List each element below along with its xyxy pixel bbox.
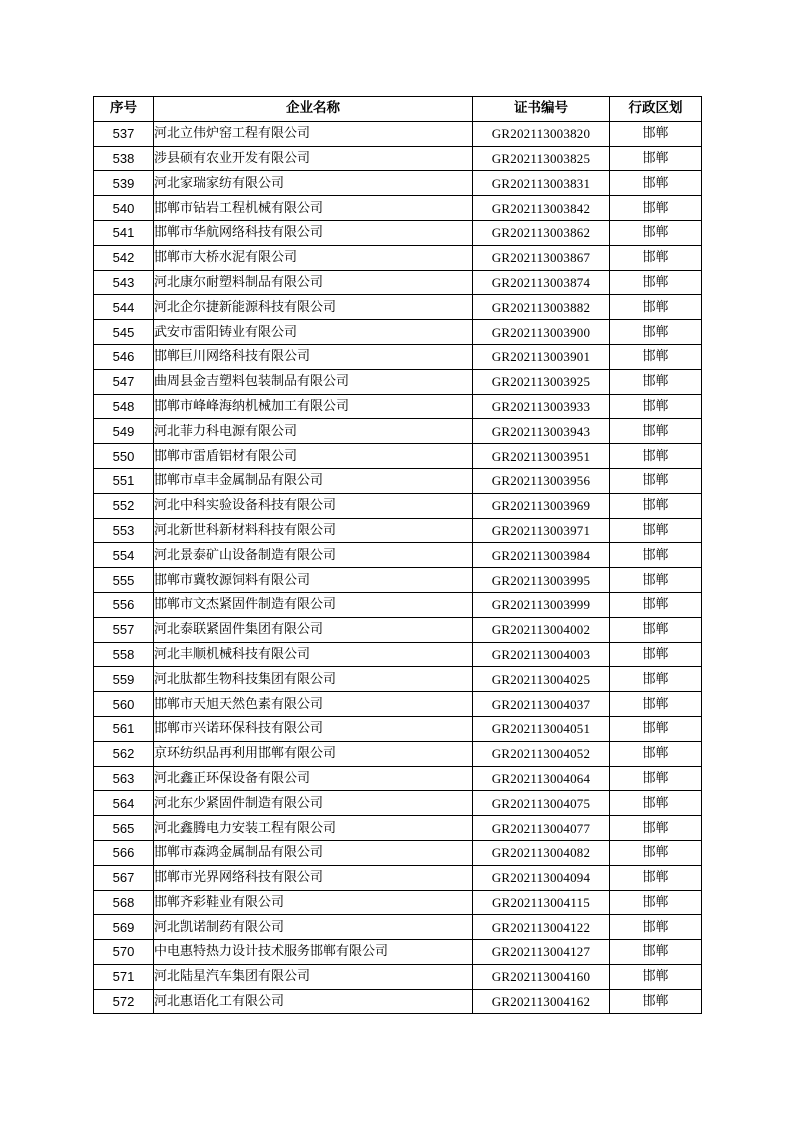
row-certificate-number: GR202113003874 bbox=[473, 270, 610, 295]
row-company-name: 河北中科实验设备科技有限公司 bbox=[154, 493, 473, 518]
table-row bbox=[94, 692, 702, 717]
row-company-name: 邯郸市文杰紧固件制造有限公司 bbox=[154, 592, 473, 617]
row-certificate-number: GR202113003842 bbox=[473, 196, 610, 221]
row-company-name: 河北景泰矿山设备制造有限公司 bbox=[154, 543, 473, 568]
row-region: 邯郸 bbox=[610, 741, 702, 766]
row-certificate-number: GR202113004127 bbox=[473, 940, 610, 965]
row-seq: 569 bbox=[94, 915, 154, 940]
row-region: 邯郸 bbox=[610, 766, 702, 791]
row-company-name: 邯郸巨川网络科技有限公司 bbox=[154, 344, 473, 369]
row-seq: 537 bbox=[94, 121, 154, 146]
row-company-name: 河北丰顺机械科技有限公司 bbox=[154, 642, 473, 667]
row-region: 邯郸 bbox=[610, 344, 702, 369]
row-certificate-number: GR202113004002 bbox=[473, 617, 610, 642]
row-region: 邯郸 bbox=[610, 543, 702, 568]
header-company-name: 企业名称 bbox=[154, 97, 473, 122]
table-row bbox=[94, 667, 702, 692]
row-region: 邯郸 bbox=[610, 245, 702, 270]
row-seq: 539 bbox=[94, 171, 154, 196]
row-seq: 560 bbox=[94, 692, 154, 717]
table-row bbox=[94, 890, 702, 915]
row-certificate-number: GR202113003933 bbox=[473, 394, 610, 419]
header-region: 行政区划 bbox=[610, 97, 702, 122]
row-certificate-number: GR202113004082 bbox=[473, 840, 610, 865]
table-row bbox=[94, 171, 702, 196]
table-row bbox=[94, 865, 702, 890]
row-company-name: 曲周县金吉塑料包装制品有限公司 bbox=[154, 369, 473, 394]
row-certificate-number: GR202113003820 bbox=[473, 121, 610, 146]
header-certificate-number: 证书编号 bbox=[473, 97, 610, 122]
table-row bbox=[94, 295, 702, 320]
row-region: 邯郸 bbox=[610, 146, 702, 171]
row-certificate-number: GR202113003995 bbox=[473, 568, 610, 593]
header-row bbox=[94, 97, 702, 122]
row-company-name: 涉县硕有农业开发有限公司 bbox=[154, 146, 473, 171]
row-region: 邯郸 bbox=[610, 642, 702, 667]
row-seq: 538 bbox=[94, 146, 154, 171]
row-seq: 542 bbox=[94, 245, 154, 270]
row-seq: 562 bbox=[94, 741, 154, 766]
table-row bbox=[94, 468, 702, 493]
row-region: 邯郸 bbox=[610, 320, 702, 345]
row-seq: 540 bbox=[94, 196, 154, 221]
table-row bbox=[94, 196, 702, 221]
row-region: 邯郸 bbox=[610, 171, 702, 196]
row-certificate-number: GR202113004037 bbox=[473, 692, 610, 717]
row-region: 邯郸 bbox=[610, 220, 702, 245]
row-company-name: 邯郸市钻岩工程机械有限公司 bbox=[154, 196, 473, 221]
row-company-name: 河北惠语化工有限公司 bbox=[154, 989, 473, 1014]
certificate-table bbox=[93, 96, 702, 1014]
row-company-name: 邯郸市大桥水泥有限公司 bbox=[154, 245, 473, 270]
row-seq: 564 bbox=[94, 791, 154, 816]
row-company-name: 邯郸市雷盾铝材有限公司 bbox=[154, 444, 473, 469]
table-row bbox=[94, 444, 702, 469]
table-row bbox=[94, 245, 702, 270]
row-company-name: 河北鑫腾电力安装工程有限公司 bbox=[154, 816, 473, 841]
table-row bbox=[94, 369, 702, 394]
row-certificate-number: GR202113004025 bbox=[473, 667, 610, 692]
table-row bbox=[94, 915, 702, 940]
row-region: 邯郸 bbox=[610, 989, 702, 1014]
row-region: 邯郸 bbox=[610, 816, 702, 841]
row-seq: 551 bbox=[94, 468, 154, 493]
row-certificate-number: GR202113004115 bbox=[473, 890, 610, 915]
row-certificate-number: GR202113003867 bbox=[473, 245, 610, 270]
row-certificate-number: GR202113004003 bbox=[473, 642, 610, 667]
row-certificate-number: GR202113004051 bbox=[473, 716, 610, 741]
row-certificate-number: GR202113003951 bbox=[473, 444, 610, 469]
row-region: 邯郸 bbox=[610, 369, 702, 394]
table-row bbox=[94, 741, 702, 766]
table-row bbox=[94, 568, 702, 593]
row-region: 邯郸 bbox=[610, 568, 702, 593]
row-company-name: 武安市雷阳铸业有限公司 bbox=[154, 320, 473, 345]
row-certificate-number: GR202113004064 bbox=[473, 766, 610, 791]
table-row bbox=[94, 592, 702, 617]
row-company-name: 邯郸齐彩鞋业有限公司 bbox=[154, 890, 473, 915]
row-certificate-number: GR202113003956 bbox=[473, 468, 610, 493]
table-row bbox=[94, 642, 702, 667]
row-company-name: 河北肽都生物科技集团有限公司 bbox=[154, 667, 473, 692]
table-row bbox=[94, 344, 702, 369]
row-region: 邯郸 bbox=[610, 964, 702, 989]
row-company-name: 邯郸市华航网络科技有限公司 bbox=[154, 220, 473, 245]
row-company-name: 中电惠特热力设计技术服务邯郸有限公司 bbox=[154, 940, 473, 965]
row-region: 邯郸 bbox=[610, 617, 702, 642]
row-certificate-number: GR202113004075 bbox=[473, 791, 610, 816]
row-seq: 557 bbox=[94, 617, 154, 642]
row-company-name: 邯郸市天旭天然色素有限公司 bbox=[154, 692, 473, 717]
table-body bbox=[94, 121, 702, 1014]
table-row bbox=[94, 220, 702, 245]
row-seq: 563 bbox=[94, 766, 154, 791]
row-company-name: 河北家瑞家纺有限公司 bbox=[154, 171, 473, 196]
row-region: 邯郸 bbox=[610, 419, 702, 444]
row-seq: 566 bbox=[94, 840, 154, 865]
table-row bbox=[94, 840, 702, 865]
row-seq: 559 bbox=[94, 667, 154, 692]
row-company-name: 河北菲力科电源有限公司 bbox=[154, 419, 473, 444]
table-row bbox=[94, 394, 702, 419]
row-certificate-number: GR202113004052 bbox=[473, 741, 610, 766]
row-region: 邯郸 bbox=[610, 394, 702, 419]
row-certificate-number: GR202113003900 bbox=[473, 320, 610, 345]
row-seq: 570 bbox=[94, 940, 154, 965]
row-company-name: 河北康尔耐塑料制品有限公司 bbox=[154, 270, 473, 295]
table-row bbox=[94, 518, 702, 543]
row-region: 邯郸 bbox=[610, 692, 702, 717]
row-certificate-number: GR202113004094 bbox=[473, 865, 610, 890]
row-region: 邯郸 bbox=[610, 890, 702, 915]
table-row bbox=[94, 816, 702, 841]
row-certificate-number: GR202113003984 bbox=[473, 543, 610, 568]
row-company-name: 邯郸市森鸿金属制品有限公司 bbox=[154, 840, 473, 865]
row-certificate-number: GR202113003925 bbox=[473, 369, 610, 394]
row-region: 邯郸 bbox=[610, 716, 702, 741]
row-seq: 545 bbox=[94, 320, 154, 345]
row-region: 邯郸 bbox=[610, 865, 702, 890]
row-region: 邯郸 bbox=[610, 295, 702, 320]
row-region: 邯郸 bbox=[610, 840, 702, 865]
row-seq: 565 bbox=[94, 816, 154, 841]
row-certificate-number: GR202113003943 bbox=[473, 419, 610, 444]
row-seq: 546 bbox=[94, 344, 154, 369]
row-company-name: 河北陆星汽车集团有限公司 bbox=[154, 964, 473, 989]
row-region: 邯郸 bbox=[610, 270, 702, 295]
row-seq: 548 bbox=[94, 394, 154, 419]
row-company-name: 河北东少紧固件制造有限公司 bbox=[154, 791, 473, 816]
row-company-name: 河北新世科新材料科技有限公司 bbox=[154, 518, 473, 543]
row-company-name: 京环纺织品再利用邯郸有限公司 bbox=[154, 741, 473, 766]
table-row bbox=[94, 493, 702, 518]
row-region: 邯郸 bbox=[610, 518, 702, 543]
row-certificate-number: GR202113003831 bbox=[473, 171, 610, 196]
row-region: 邯郸 bbox=[610, 915, 702, 940]
row-region: 邯郸 bbox=[610, 493, 702, 518]
table-row bbox=[94, 716, 702, 741]
row-certificate-number: GR202113004160 bbox=[473, 964, 610, 989]
row-seq: 550 bbox=[94, 444, 154, 469]
row-region: 邯郸 bbox=[610, 791, 702, 816]
row-certificate-number: GR202113003882 bbox=[473, 295, 610, 320]
row-seq: 561 bbox=[94, 716, 154, 741]
row-seq: 541 bbox=[94, 220, 154, 245]
table-row bbox=[94, 940, 702, 965]
table-row bbox=[94, 617, 702, 642]
table-row bbox=[94, 320, 702, 345]
row-seq: 568 bbox=[94, 890, 154, 915]
row-seq: 553 bbox=[94, 518, 154, 543]
row-company-name: 邯郸市卓丰金属制品有限公司 bbox=[154, 468, 473, 493]
row-region: 邯郸 bbox=[610, 121, 702, 146]
row-company-name: 河北泰联紧固件集团有限公司 bbox=[154, 617, 473, 642]
row-certificate-number: GR202113004077 bbox=[473, 816, 610, 841]
row-company-name: 邯郸市峰峰海纳机械加工有限公司 bbox=[154, 394, 473, 419]
table-row bbox=[94, 419, 702, 444]
row-region: 邯郸 bbox=[610, 667, 702, 692]
row-certificate-number: GR202113003971 bbox=[473, 518, 610, 543]
row-region: 邯郸 bbox=[610, 468, 702, 493]
row-certificate-number: GR202113003999 bbox=[473, 592, 610, 617]
row-region: 邯郸 bbox=[610, 444, 702, 469]
row-region: 邯郸 bbox=[610, 940, 702, 965]
row-certificate-number: GR202113004162 bbox=[473, 989, 610, 1014]
row-seq: 547 bbox=[94, 369, 154, 394]
row-company-name: 河北立伟炉窑工程有限公司 bbox=[154, 121, 473, 146]
row-seq: 543 bbox=[94, 270, 154, 295]
row-seq: 549 bbox=[94, 419, 154, 444]
row-certificate-number: GR202113003862 bbox=[473, 220, 610, 245]
row-seq: 571 bbox=[94, 964, 154, 989]
table-row bbox=[94, 543, 702, 568]
row-seq: 555 bbox=[94, 568, 154, 593]
row-company-name: 河北鑫正环保设备有限公司 bbox=[154, 766, 473, 791]
row-company-name: 河北凯诺制药有限公司 bbox=[154, 915, 473, 940]
row-certificate-number: GR202113003969 bbox=[473, 493, 610, 518]
row-company-name: 河北企尔捷新能源科技有限公司 bbox=[154, 295, 473, 320]
row-certificate-number: GR202113003825 bbox=[473, 146, 610, 171]
row-seq: 552 bbox=[94, 493, 154, 518]
row-seq: 554 bbox=[94, 543, 154, 568]
table-row bbox=[94, 146, 702, 171]
row-company-name: 邯郸市兴诺环保科技有限公司 bbox=[154, 716, 473, 741]
table-row bbox=[94, 791, 702, 816]
row-region: 邯郸 bbox=[610, 196, 702, 221]
row-seq: 558 bbox=[94, 642, 154, 667]
table-row bbox=[94, 766, 702, 791]
row-seq: 544 bbox=[94, 295, 154, 320]
row-seq: 556 bbox=[94, 592, 154, 617]
table-row bbox=[94, 964, 702, 989]
table-row bbox=[94, 989, 702, 1014]
row-company-name: 邯郸市冀牧源饲料有限公司 bbox=[154, 568, 473, 593]
table-row bbox=[94, 270, 702, 295]
row-company-name: 邯郸市光界网络科技有限公司 bbox=[154, 865, 473, 890]
row-seq: 572 bbox=[94, 989, 154, 1014]
header-seq: 序号 bbox=[94, 97, 154, 122]
table-row bbox=[94, 121, 702, 146]
row-region: 邯郸 bbox=[610, 592, 702, 617]
row-certificate-number: GR202113003901 bbox=[473, 344, 610, 369]
row-seq: 567 bbox=[94, 865, 154, 890]
row-certificate-number: GR202113004122 bbox=[473, 915, 610, 940]
